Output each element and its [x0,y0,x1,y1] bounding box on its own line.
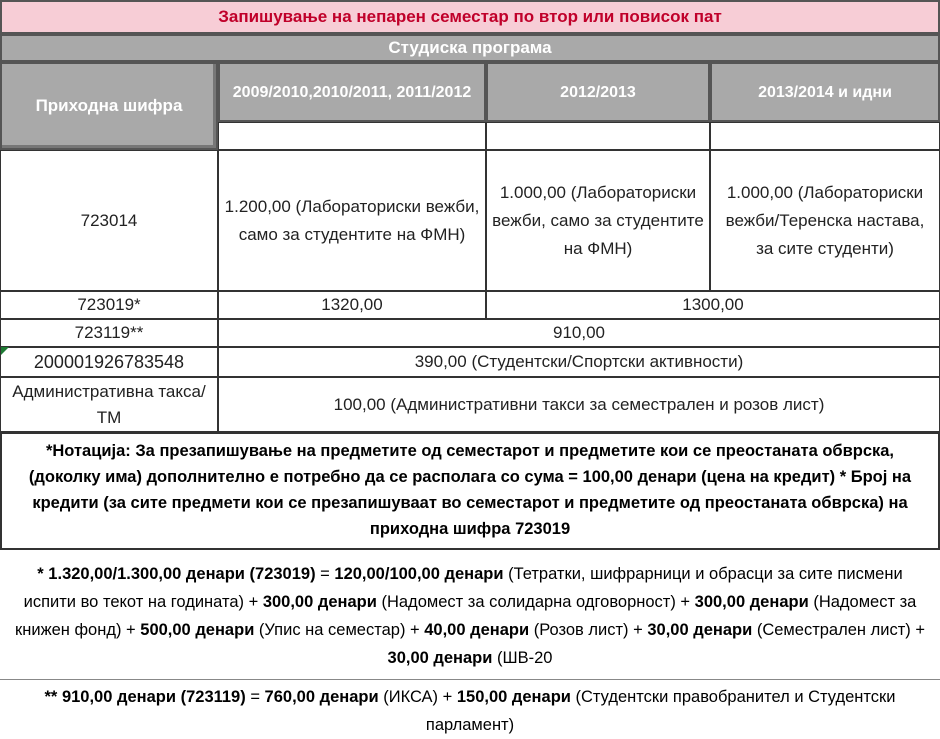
row-723014-col2: 1.000,00 (Лабораториски вежби, само за студентите на ФМН) [486,150,710,291]
footnote-text: (Студентски правобранител и Студентски парламент) [425,688,896,734]
empty-cell [710,122,940,150]
column-header-2013-onward: 2013/2014 и идни [710,62,940,122]
row-723119-value: 910,00 [218,319,940,347]
row-723014-col1: 1.200,00 (Лабораториски вежби, само за студентите на ФМН) [218,150,486,291]
footnote-amount: 30,00 денари [647,621,753,639]
footnote-amount: 40,00 денари [424,621,530,639]
program-header: Студиска програма [0,34,940,62]
empty-cell [218,122,486,150]
footnote-text: (Надомест за книжен фонд) + [15,593,917,639]
footnote-lead: * 1.320,00/1.300,00 денари (723019) [37,565,316,583]
footnote-text: (Тетратки, шифрарници и обрасци за сите писмени испити во текот на годината) + [23,565,903,611]
row-723014-code: 723014 [0,150,218,291]
footnote-text: (ШВ-20 [492,649,553,667]
row-723014-col3: 1.000,00 (Лабораториски вежби/Теренска настава, за сите студенти) [710,150,940,291]
row-723019-col1: 1320,00 [218,291,486,319]
footnote-amount: 760,00 денари [264,688,379,706]
footnote-lead: ** 910,00 денари (723119) [44,688,246,706]
row-723019-col23: 1300,00 [486,291,940,319]
row-admin-tax-value: 100,00 (Административни такси за семестрален и розов лист) [218,377,940,432]
footnote-text: (ИКСА) + [378,688,457,706]
row-200001926783548-code: 200001926783548 [0,347,218,377]
notation-text: *Нотација: За презапишување на предметите од семестарот и предметите кои се преостаната обврска, (доколку има) дополнително е потребно да се располага со сума = 100,00 денари (цена на кредит) * Број на кредити (за сите предмети кои се презапишуваат во семестарот и предметите од преостаната обврска) на приходна шифра 723019 [0,432,940,550]
row-723119-code: 723119** [0,319,218,347]
column-header-2012-2013: 2012/2013 [486,62,710,122]
footnote-text: (Семестрален лист) + [752,621,925,639]
footnote-amount: 300,00 денари [694,593,809,611]
footnote-text: = [315,565,335,583]
empty-cell [486,122,710,150]
row-723019-code: 723019* [0,291,218,319]
row-200001926783548-value: 390,00 (Студентски/Спортски активности) [218,347,940,377]
footnote-723019 [0,552,940,680]
footnote-text: (Упис на семестар) + [254,621,425,639]
cell-comment-marker [1,347,9,355]
footnote-text: (Надомест за солидарна одговорност) + [376,593,695,611]
footnote-text: (Розов лист) + [529,621,648,639]
column-header-2009-2012: 2009/2010,2010/2011, 2011/2012 [218,62,486,122]
row-admin-tax-code: Административна такса/ТМ [0,377,218,432]
footnote-723119 [0,681,940,739]
footnote-amount: 300,00 денари [262,593,377,611]
code-header: Приходна шифра [0,62,218,150]
page-title: Запишување на непарен семестар по втор или повисок пат [0,0,940,34]
footnote-text: = [245,688,265,706]
footnote-amount: 500,00 денари [140,621,255,639]
footnote-amount: 150,00 денари [456,688,571,706]
footnote-amount: 30,00 денари [387,649,493,667]
footnote-amount: 120,00/100,00 денари [334,565,504,583]
